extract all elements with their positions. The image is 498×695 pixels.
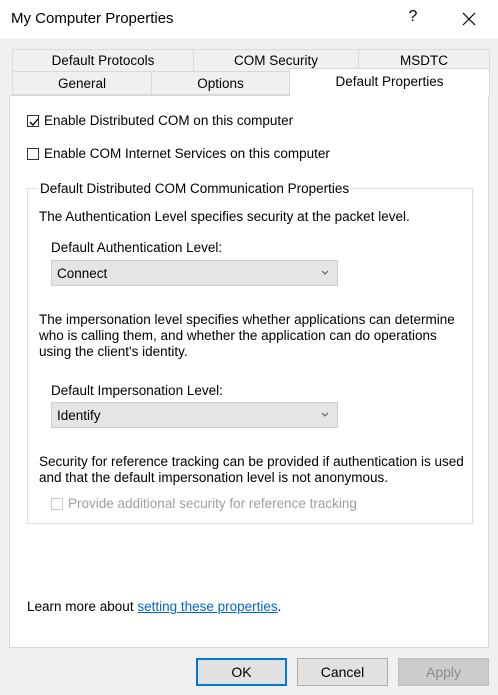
impersonation-description-2: who is calling them, and whether the application can do operations — [39, 328, 437, 343]
close-button[interactable] — [456, 6, 482, 32]
tab-default-properties[interactable]: Default Properties — [289, 68, 490, 96]
apply-button: Apply — [398, 658, 489, 686]
auth-level-value: Connect — [57, 266, 108, 281]
enable-dcom-label[interactable]: Enable Distributed COM on this computer — [44, 113, 294, 128]
tab-com-security[interactable]: COM Security — [193, 49, 359, 72]
tab-default-protocols[interactable]: Default Protocols — [12, 49, 194, 72]
auth-level-dropdown[interactable] — [51, 260, 338, 286]
learn-more-text — [27, 599, 281, 614]
close-icon — [456, 6, 482, 32]
tab-panel — [9, 95, 489, 648]
impersonation-description-3: using the client's identity. — [39, 344, 188, 359]
auth-description: The Authentication Level specifies security at the packet level. — [39, 209, 410, 224]
chevron-down-icon — [321, 270, 329, 276]
setting-properties-link[interactable]: setting these properties — [137, 599, 278, 614]
help-button[interactable]: ? — [408, 8, 418, 25]
impersonation-level-label: Default Impersonation Level: — [51, 383, 223, 398]
learn-more-suffix: . — [277, 599, 282, 614]
reference-tracking-description-1: Security for reference tracking can be provided if authentication is used — [39, 454, 464, 469]
checkmark-icon — [28, 116, 40, 128]
learn-more-prefix: Learn more about — [27, 599, 138, 614]
enable-internet-label[interactable]: Enable COM Internet Services on this computer — [44, 146, 330, 161]
cancel-button[interactable]: Cancel — [297, 658, 388, 686]
reference-tracking-label: Provide additional security for reference tracking — [68, 496, 357, 511]
reference-tracking-description-2: and that the default impersonation level is not anonymous. — [39, 470, 388, 485]
group-legend: Default Distributed COM Communication Properties — [37, 181, 352, 196]
auth-level-label: Default Authentication Level: — [51, 240, 223, 255]
window-title: My Computer Properties — [11, 10, 174, 27]
tab-msdtc[interactable]: MSDTC — [358, 49, 490, 72]
chevron-down-icon — [321, 412, 329, 418]
enable-internet-checkbox[interactable] — [27, 148, 39, 160]
impersonation-level-dropdown[interactable] — [51, 402, 338, 428]
impersonation-description-1: The impersonation level specifies whether applications can determine — [39, 312, 455, 327]
ok-button[interactable]: OK — [196, 658, 287, 686]
impersonation-level-value: Identify — [57, 408, 101, 423]
enable-dcom-checkbox[interactable] — [27, 115, 39, 127]
tab-options[interactable]: Options — [151, 71, 290, 95]
tab-general[interactable]: General — [12, 71, 152, 95]
